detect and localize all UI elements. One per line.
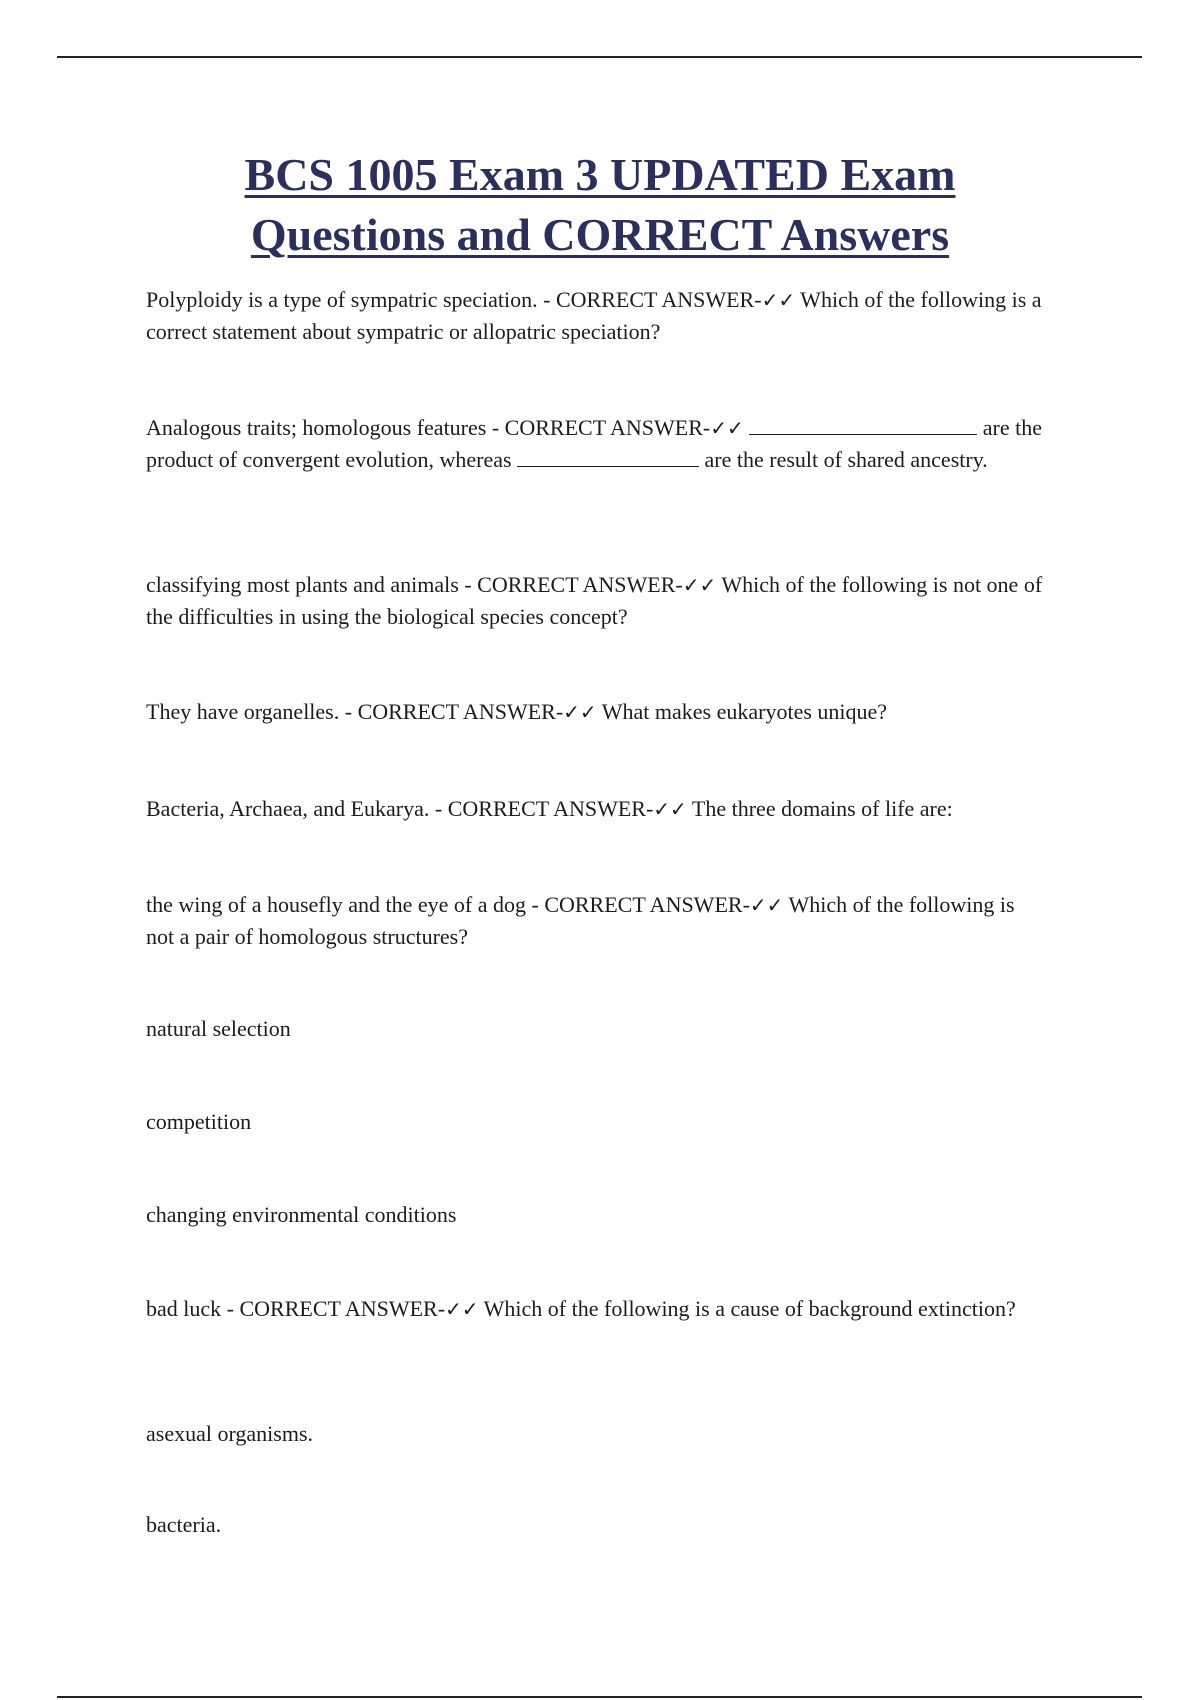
correct-answer-marker: - CORRECT ANSWER- — [458, 572, 683, 597]
fill-in-blank-1 — [749, 414, 977, 435]
question-text: Which of the following is a correct statement about sympatric or allopatric speciation? — [146, 287, 1042, 344]
bottom-rule — [57, 1696, 1142, 1698]
answer-text: classifying most plants and animals — [146, 572, 459, 597]
checkmark-icon: ✓✓ — [761, 288, 796, 312]
question-text: What makes eukaryotes unique? — [596, 699, 888, 724]
plain-text-entry: asexual organisms. — [146, 1421, 314, 1446]
correct-answer-marker: - CORRECT ANSWER- — [526, 892, 750, 917]
checkmark-icon: ✓✓ — [445, 1297, 479, 1321]
checkmark-icon: ✓✓ — [563, 700, 597, 724]
answer-text: Analogous traits; homologous features — [146, 415, 487, 440]
title-line-2: Questions and CORRECT Answers — [250, 209, 950, 260]
qa-entry-4 — [146, 696, 1046, 728]
answer-text: bad luck — [146, 1296, 222, 1321]
question-text-part-1: are the product of convergent evolution, whereas — [146, 415, 1042, 472]
qa-entry-5 — [146, 793, 1046, 825]
top-rule — [57, 56, 1142, 58]
document-title — [100, 145, 1100, 265]
answer-text: They have organelles. — [146, 699, 340, 724]
correct-answer-marker: - CORRECT ANSWER- — [339, 699, 564, 724]
question-text: Which of the following is not one of the difficulties in using the biological species concept? — [146, 572, 1043, 629]
answer-text: Polyploidy is a type of sympatric speciation. — [146, 287, 538, 312]
correct-answer-marker: - CORRECT ANSWER- — [486, 415, 711, 440]
plain-text-entry: natural selection — [146, 1016, 291, 1041]
fill-in-blank-2 — [517, 446, 699, 467]
title-line-1: BCS 1005 Exam 3 UPDATED Exam — [244, 149, 956, 200]
qa-entry-6 — [146, 889, 1046, 952]
qa-entry-1 — [146, 284, 1046, 347]
question-text: The three domains of life are: — [686, 796, 953, 821]
question-text: Which of the following is a cause of background extinction? — [478, 1296, 1016, 1321]
correct-answer-marker: - CORRECT ANSWER- — [221, 1296, 446, 1321]
plain-text-entry: bacteria. — [146, 1512, 222, 1537]
qa-entry-3 — [146, 569, 1046, 632]
checkmark-icon: ✓✓ — [710, 416, 744, 440]
checkmark-icon: ✓✓ — [653, 797, 687, 821]
correct-answer-marker: - CORRECT ANSWER- — [429, 796, 654, 821]
checkmark-icon: ✓✓ — [682, 573, 717, 597]
question-text: Which of the following is not a pair of homologous structures? — [146, 892, 1015, 949]
plain-text-entry: changing environmental conditions — [146, 1202, 457, 1227]
answer-text: Bacteria, Archaea, and Eukarya. — [146, 796, 430, 821]
question-text-part-2: are the result of shared ancestry. — [699, 447, 988, 472]
qa-entry-10 — [146, 1293, 1046, 1325]
plain-text-entry: competition — [146, 1109, 252, 1134]
answer-text: the wing of a housefly and the eye of a dog — [146, 892, 526, 917]
correct-answer-marker: - CORRECT ANSWER- — [537, 287, 762, 312]
qa-entry-2 — [146, 412, 1046, 475]
checkmark-icon: ✓✓ — [749, 893, 784, 917]
